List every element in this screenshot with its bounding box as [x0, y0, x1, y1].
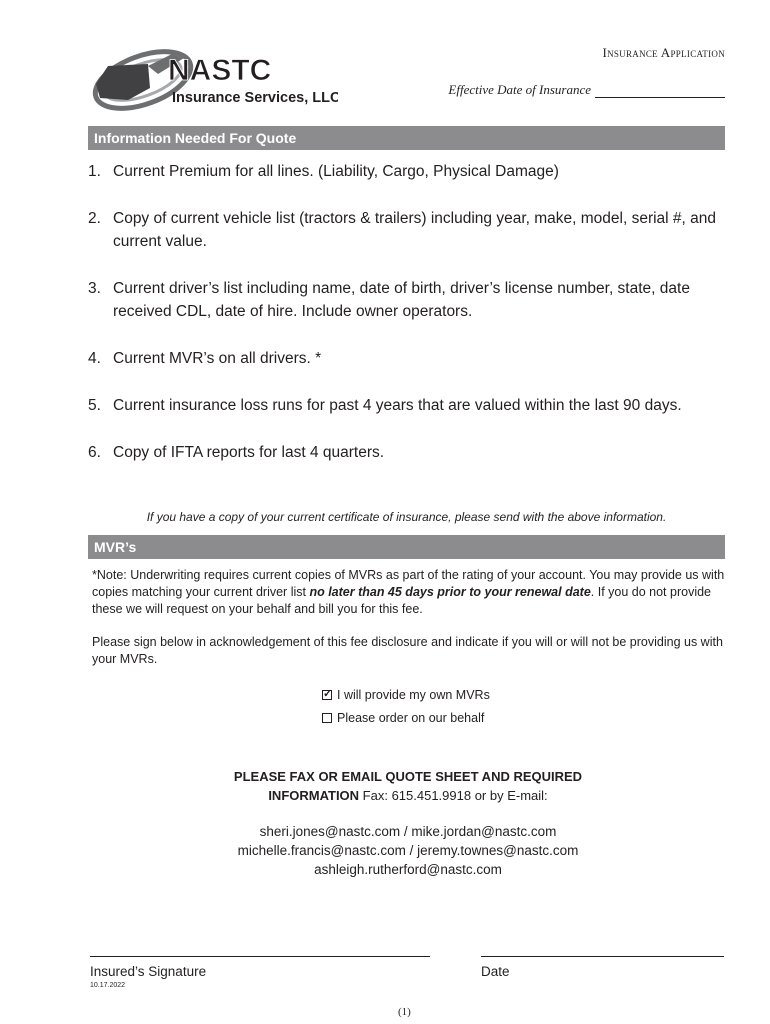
- order-mvrs-option[interactable]: [322, 711, 484, 725]
- nastc-logo: [88, 44, 338, 116]
- email-list: [88, 822, 728, 879]
- list-item: 5. Current insurance loss runs for past 4 years that are valued within the last 90 days.: [88, 397, 682, 414]
- signature-line[interactable]: [90, 956, 430, 957]
- provide-mvrs-checkbox[interactable]: [322, 690, 332, 700]
- effective-date-field[interactable]: [448, 82, 725, 98]
- certificate-note: If you have a copy of your current certificate of insurance, please send with the above information.: [146, 510, 667, 524]
- logo-subtitle: Insurance Services, LLC: [172, 90, 338, 106]
- list-item: 1. Current Premium for all lines. (Liability, Cargo, Physical Damage): [88, 163, 559, 180]
- logo-name: NASTC: [168, 54, 272, 87]
- acknowledgement-text: Please sign below in acknowledgement of this fee disclosure and indicate if you will or will not be providing us with your MVRs.: [92, 635, 723, 666]
- list-item: 2. Copy of current vehicle list (tractors & trailers) including year, make, model, serial #, and current value.: [88, 210, 717, 250]
- effective-date-line[interactable]: [595, 85, 725, 98]
- mvr-deadline: no later than 45 days prior to your renewal date: [309, 585, 591, 599]
- email-line[interactable]: ashleigh.rutherford@nastc.com: [314, 862, 502, 877]
- quote-section-heading: Information Needed For Quote: [88, 126, 725, 150]
- form-version: 10.17.2022: [90, 982, 126, 989]
- order-mvrs-checkbox[interactable]: [322, 713, 332, 723]
- provide-mvrs-label: I will provide my own MVRs: [337, 688, 490, 702]
- list-item: 4. Current MVR’s on all drivers. *: [88, 350, 322, 367]
- fax-email-instructions: PLEASE FAX OR EMAIL QUOTE SHEET AND REQUIRED INFORMATION Fax: 615.451.9918 or by E-mail:: [233, 769, 583, 803]
- quote-requirements-list: [88, 160, 728, 488]
- list-item: 3. Current driver’s list including name, date of birth, driver’s license number, state, date received CDL, date of hire. Include owner operators.: [88, 280, 690, 320]
- date-line[interactable]: [481, 956, 724, 957]
- list-item: 6. Copy of IFTA reports for last 4 quarters.: [88, 444, 385, 461]
- page-number: (1): [398, 1006, 411, 1018]
- email-line[interactable]: michelle.francis@nastc.com / jeremy.townes@nastc.com: [237, 843, 579, 858]
- date-label: Date: [481, 964, 510, 979]
- provide-mvrs-option[interactable]: [322, 688, 490, 702]
- page-title: Insurance Application: [602, 45, 725, 60]
- signature-label: Insured’s Signature: [90, 964, 207, 979]
- mvr-note: *Note: Underwriting requires current copies of MVRs as part of the rating of your account. You may provide us with copies matching your current driver list no later than 45 days prior to your renewal date. If you do not provide these we will request on your behalf and bill you for this fee.: [92, 568, 725, 616]
- email-line[interactable]: sheri.jones@nastc.com / mike.jordan@nastc.com: [259, 824, 557, 839]
- mvr-section-heading: MVR’s: [88, 535, 725, 559]
- effective-date-label: Effective Date of Insurance: [448, 82, 591, 97]
- order-mvrs-label: Please order on our behalf: [337, 711, 485, 725]
